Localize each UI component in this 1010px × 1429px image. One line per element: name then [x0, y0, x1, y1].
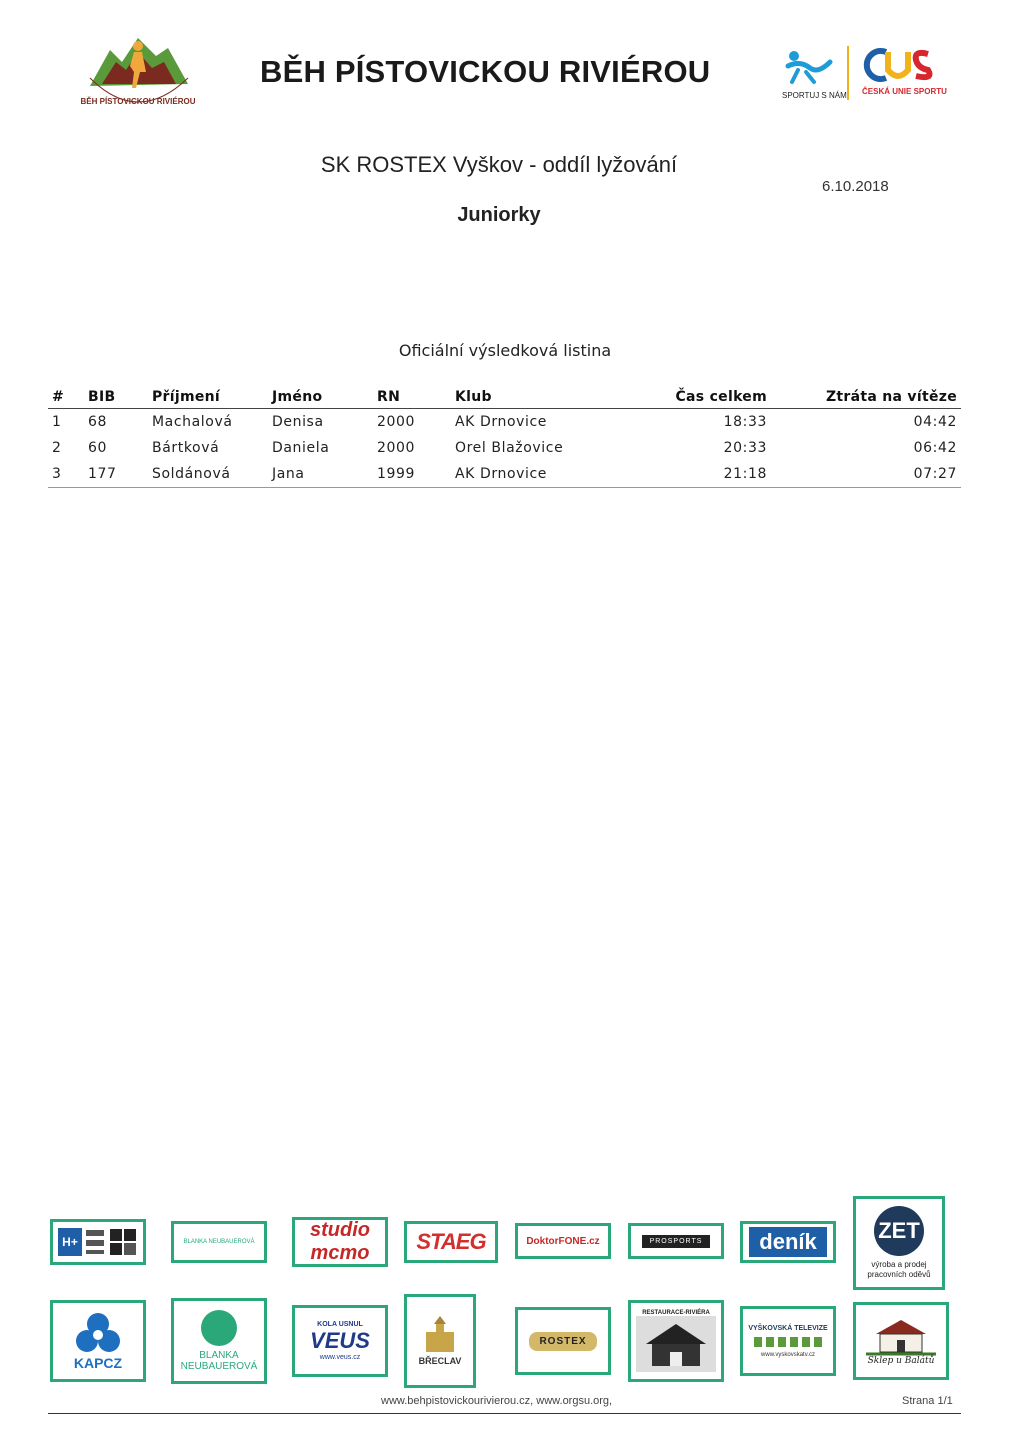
kapcz-logo [73, 1311, 123, 1355]
cus-logo [846, 44, 947, 104]
event-date: 6.10.2018 [822, 178, 889, 195]
cell-rn: 1999 [373, 461, 451, 488]
vyskovska-tv-url: www.vyskovskatv.cz [761, 1351, 815, 1358]
footer-divider [48, 1413, 961, 1414]
studio-mcmo-label: studio mcmo [310, 1219, 370, 1264]
hbook-logo [56, 1226, 140, 1258]
staeg-label: STAEG [416, 1229, 486, 1254]
cell-rn: 2000 [377, 414, 416, 430]
veus-url: www.veus.cz [319, 1354, 361, 1361]
table-row [48, 461, 961, 488]
breclav-castle-icon [420, 1316, 460, 1356]
cell-rank: 2 [52, 440, 62, 456]
results-table [48, 386, 961, 488]
sponsor-veus [292, 1305, 388, 1377]
denik-label: deník [749, 1227, 826, 1257]
veus-subtitle: KOLA USNUL [317, 1321, 363, 1328]
cell-name: Denisa [272, 414, 324, 430]
sponsor-doktorfone [515, 1223, 611, 1259]
sponsor-studio-mcmo [292, 1217, 388, 1267]
cell-surname: Bártková [152, 440, 220, 456]
sklep-house-icon [866, 1316, 936, 1356]
listing-title: Oficiální výsledková listina [398, 341, 612, 360]
table-row [48, 409, 961, 436]
cell-loss: 06:42 [913, 440, 957, 456]
page-title: BĚH PÍSTOVICKOU RIVIÉROU [260, 54, 711, 89]
cell-time: 18:33 [723, 414, 767, 430]
category-title: Juniorky [457, 204, 541, 226]
organizer-name: SK ROSTEX Vyškov - oddíl lyžování [320, 152, 678, 177]
footer-urls: www.behpistovickourivierou.cz, www.orgsu.org, [381, 1395, 613, 1407]
event-logo [76, 26, 200, 110]
sportuj-logo [780, 46, 849, 102]
cell-rank: 1 [52, 414, 62, 430]
col-club: Klub [451, 386, 621, 409]
cell-time: 21:18 [621, 461, 771, 488]
col-rn: RN [373, 386, 451, 409]
sponsor-staeg [404, 1221, 498, 1263]
col-loss: Ztráta na vítěze [771, 386, 961, 409]
cell-surname: Machalová [152, 414, 233, 430]
sponsor-vyskovska-tv [740, 1306, 836, 1376]
cell-bib: 68 [88, 414, 108, 430]
page-number: Strana 1/1 [902, 1395, 953, 1407]
zet-label: ZET [874, 1206, 924, 1256]
sponsor-prosports [628, 1223, 724, 1259]
kapcz-label: KAPCZ [73, 1355, 123, 1371]
cell-name: Daniela [272, 440, 330, 456]
event-logo-text: BĚH PÍSTOVICKOU RIVIÉROU [80, 97, 196, 106]
cell-bib: 60 [88, 440, 108, 456]
sponsor-zet [853, 1196, 945, 1290]
cell-loss: 04:42 [913, 414, 957, 430]
sponsor-blanka-2 [171, 1298, 267, 1384]
sportuj-logo-text: SPORTUJ S NÁMI [782, 91, 849, 100]
cell-club: Orel Blažovice [455, 440, 564, 456]
cus-logo-text: ČESKÁ UNIE SPORTU [862, 87, 947, 96]
sponsor-sklep [853, 1302, 949, 1380]
sklep-label: Sklep u Balátů [867, 1356, 935, 1366]
sponsor-kapcz [50, 1300, 146, 1382]
col-surname: Příjmení [148, 386, 268, 409]
cell-loss: 07:27 [771, 461, 961, 488]
cell-bib: 177 [84, 461, 148, 488]
cell-rank: 3 [48, 461, 84, 488]
table-header-row [48, 386, 961, 409]
sponsor-breclav [404, 1294, 476, 1388]
veus-label: VEUS [310, 1328, 370, 1353]
zet-subtitle: výroba a prodej pracovních oděvů [867, 1260, 931, 1279]
col-time: Čas celkem [621, 386, 771, 409]
blanka-2-label: BLANKA NEUBAUEROVÁ [180, 1350, 258, 1372]
vyskovska-tv-label: VYŠKOVSKÁ TELEVIZE [748, 1324, 828, 1332]
breclav-label: BŘECLAV [418, 1356, 462, 1366]
doktorfone-label: DoktorFONE.cz [526, 1235, 600, 1247]
col-bib: BIB [84, 386, 148, 409]
prosports-label: PROSPORTS [642, 1235, 711, 1248]
cell-name: Jana [268, 461, 373, 488]
cell-time: 20:33 [723, 440, 767, 456]
svg-text:H+: H+ [62, 1235, 78, 1249]
restaurace-label: RESTAURACE-RIVIÉRA [642, 1310, 710, 1316]
table-row [48, 435, 961, 461]
rostex-label: ROSTEX [529, 1332, 596, 1351]
blanka-1-label: BLANKA NEUBAUEROVÁ [183, 1239, 255, 1245]
col-rank: # [48, 386, 84, 409]
cell-rn: 2000 [377, 440, 416, 456]
sponsor-blanka-1 [171, 1221, 267, 1263]
sponsor-denik [740, 1221, 836, 1263]
sponsor-restaurace [628, 1300, 724, 1382]
col-name: Jméno [268, 386, 373, 409]
sponsor-rostex [515, 1307, 611, 1375]
restaurace-photo [636, 1316, 716, 1372]
sponsor-hbook [50, 1219, 146, 1265]
cell-club: AK Drnovice [455, 414, 548, 430]
cell-surname: Soldánová [148, 461, 268, 488]
cell-club: AK Drnovice [451, 461, 621, 488]
